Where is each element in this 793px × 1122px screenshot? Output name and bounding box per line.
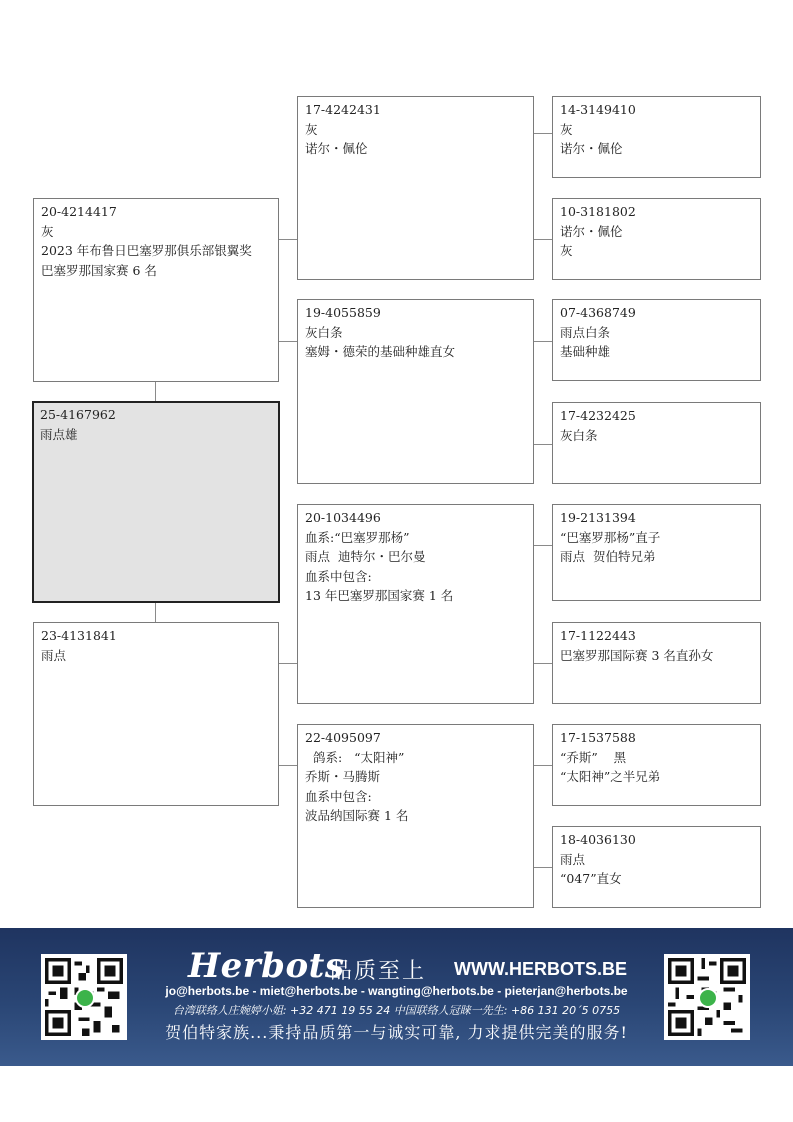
ring-number: 10-3181802 bbox=[560, 204, 636, 219]
pigeon-color: 灰 bbox=[41, 223, 54, 239]
wechat-icon bbox=[698, 988, 718, 1008]
ds-sire-box bbox=[552, 504, 761, 601]
ring-number: 17-4232425 bbox=[560, 408, 636, 423]
pigeon-detail: 巴塞罗那国家赛 6 名 bbox=[41, 262, 157, 278]
connector bbox=[278, 765, 297, 766]
herbots-logo: Herbots bbox=[188, 946, 345, 986]
pigeon-detail: 诺尔・佩伦 bbox=[560, 141, 623, 157]
slogan: 品质至上 bbox=[330, 959, 427, 984]
ring-number: 22-4095097 bbox=[305, 730, 381, 745]
pigeon-detail: 血系中包含: bbox=[305, 788, 372, 804]
ring-number: 19-4055859 bbox=[305, 305, 381, 320]
connector bbox=[533, 765, 552, 766]
motto: 贺伯特家族...秉持品质第一与诚实可靠, 力求提供完美的服务! bbox=[165, 1023, 628, 1042]
pigeon-detail: 诺尔・佩伦 bbox=[305, 141, 368, 157]
connector bbox=[533, 133, 552, 134]
pigeon-color: 雨点 bbox=[560, 851, 586, 867]
connector bbox=[533, 444, 552, 445]
pigeon-detail: 乔斯・马腾斯 bbox=[305, 769, 381, 785]
pigeon-detail: 13 年巴塞罗那国家赛 1 名 bbox=[305, 588, 454, 604]
pigeon-detail: “巴塞罗那杨”直子 bbox=[560, 529, 661, 545]
connector bbox=[155, 381, 156, 402]
pigeon-color: 灰 bbox=[560, 121, 573, 137]
ring-number: 20-1034496 bbox=[305, 510, 381, 525]
connector bbox=[533, 341, 552, 342]
pigeon-detail: 雨点 贺伯特兄弟 bbox=[560, 549, 656, 565]
pigeon-color: 雨点 bbox=[41, 647, 67, 663]
connector bbox=[278, 341, 297, 342]
brand-row bbox=[188, 946, 627, 986]
footer-banner bbox=[0, 928, 793, 1066]
ds-dam-box bbox=[552, 622, 761, 704]
ss-dam-box bbox=[552, 198, 761, 280]
sd-sire-box bbox=[552, 299, 761, 381]
pigeon-detail: 雨点 迪特尔・巴尔曼 bbox=[305, 549, 426, 565]
contact-line: 台湾联络人庄婉婷小姐: +32 471 19 55 24 中国联络人冠睐一先生: +86 131 20´5 0755 bbox=[172, 1004, 621, 1017]
dam-sire-box bbox=[297, 504, 534, 704]
pigeon-detail: “047”直女 bbox=[560, 871, 622, 887]
pigeon-color: 雨点雄 bbox=[40, 426, 78, 442]
connector bbox=[155, 602, 156, 623]
pigeon-color: 雨点白条 bbox=[560, 324, 611, 340]
pigeon-color: 灰 bbox=[560, 243, 573, 259]
ring-number: 25-4167962 bbox=[40, 407, 116, 422]
ring-number: 07-4368749 bbox=[560, 305, 636, 320]
qr-code-right-icon bbox=[664, 954, 750, 1040]
ring-number: 17-1537588 bbox=[560, 730, 636, 745]
connector bbox=[533, 239, 552, 240]
ring-number: 17-4242431 bbox=[305, 102, 381, 117]
ring-number: 18-4036130 bbox=[560, 832, 636, 847]
pigeon-color: 灰白条 bbox=[305, 324, 343, 340]
pigeon-color: 灰 bbox=[305, 121, 318, 137]
pigeon-detail: 鸽系: “太阳神” bbox=[305, 749, 405, 765]
pigeon-detail: 2023 年布鲁日巴塞罗那俱乐部银翼奖 bbox=[41, 243, 252, 259]
connector bbox=[533, 663, 552, 664]
ring-number: 14-3149410 bbox=[560, 102, 636, 117]
pigeon-detail: 基础种雄 bbox=[560, 344, 611, 360]
dam-dam-box bbox=[297, 724, 534, 908]
pigeon-detail: 塞姆・德荣的基础种雄直女 bbox=[305, 344, 456, 360]
sire-box bbox=[33, 198, 279, 382]
ring-number: 19-2131394 bbox=[560, 510, 636, 525]
dam-box bbox=[33, 622, 279, 806]
sd-dam-box bbox=[552, 402, 761, 484]
connector bbox=[278, 663, 297, 664]
connector bbox=[533, 545, 552, 546]
sire-dam-box bbox=[297, 299, 534, 484]
pigeon-detail: “乔斯” 黑 bbox=[560, 749, 627, 765]
dd-sire-box bbox=[552, 724, 761, 806]
dd-dam-box bbox=[552, 826, 761, 908]
pigeon-detail: 巴塞罗那国际赛 3 名直孙女 bbox=[560, 647, 714, 663]
sire-sire-box bbox=[297, 96, 534, 280]
pigeon-color: 灰白条 bbox=[560, 427, 598, 443]
pigeon-detail: 诺尔・佩伦 bbox=[560, 223, 623, 239]
pigeon-detail: “太阳神”之半兄弟 bbox=[560, 769, 661, 785]
ring-number: 23-4131841 bbox=[41, 628, 117, 643]
pigeon-detail: 血系中包含: bbox=[305, 568, 372, 584]
connector bbox=[278, 239, 297, 240]
ss-sire-box bbox=[552, 96, 761, 178]
pigeon-detail: 波品纳国际赛 1 名 bbox=[305, 808, 409, 824]
ring-number: 20-4214417 bbox=[41, 204, 117, 219]
ring-number: 17-1122443 bbox=[560, 628, 636, 643]
website-link[interactable]: WWW.HERBOTS.BE bbox=[454, 959, 627, 979]
pigeon-detail: 血系:“巴塞罗那杨” bbox=[305, 529, 410, 545]
connector bbox=[533, 867, 552, 868]
subject-box bbox=[32, 401, 280, 603]
email-list[interactable]: jo@herbots.be - miet@herbots.be - wangting@herbots.be - pieterjan@herbots.be bbox=[165, 984, 628, 998]
